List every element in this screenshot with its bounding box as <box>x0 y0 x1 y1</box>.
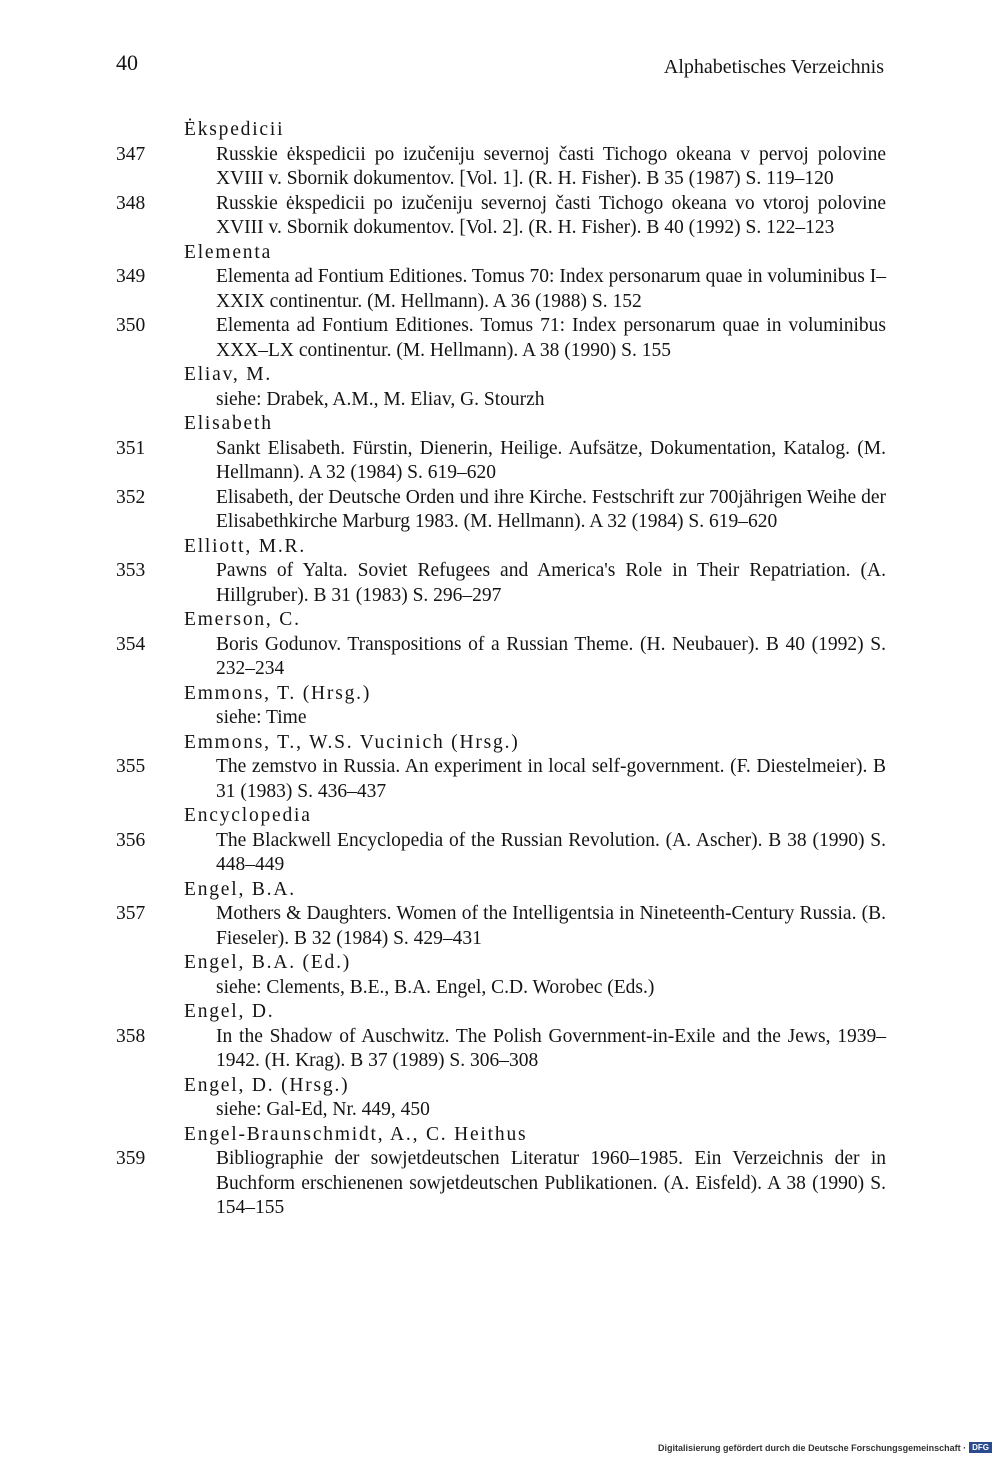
footer-text: Digitalisierung gefördert durch die Deutsche Forschungsgemeinschaft · <box>658 1442 967 1453</box>
index-entry <box>116 265 886 314</box>
index-entry <box>116 486 886 535</box>
entry-number: 353 <box>116 560 146 581</box>
cross-reference: siehe: Time <box>216 707 307 728</box>
entry-number: 357 <box>116 903 146 924</box>
digitization-footer <box>658 1442 992 1453</box>
entry-citation: Russkie ėkspedicii po izučeniju severnoj časti Tichogo okeana v pervoj polovine XVIII v. Sbornik dokumentov. [Vol. 1]. (R. H. Fisher). B 35 (1987) S. 119–120 <box>216 143 886 189</box>
index-entry <box>116 755 886 804</box>
page-number: 40 <box>116 50 138 75</box>
index-entry <box>116 1025 886 1074</box>
index-entry <box>116 1147 886 1221</box>
entry-citation: Bibliographie der sowjetdeutschen Literatur 1960–1985. Ein Verzeichnis der in Buchform erschienenen sowjetdeutschen Publikationen. (A. Eisfeld). A 38 (1990) S. 154–155 <box>216 1148 886 1218</box>
index-heading: Ėkspedicii <box>184 119 285 140</box>
index-heading: Elliott, M.R. <box>184 535 306 557</box>
index-heading: Engel-Braunschmidt, A., C. Heithus <box>184 1123 528 1145</box>
index-heading: Emmons, T., W.S. Vucinich (Hrsg.) <box>184 731 520 753</box>
entry-citation: In the Shadow of Auschwitz. The Polish Government-in-Exile and the Jews, 1939–1942. (H. Krag). B 37 (1989) S. 306–308 <box>216 1025 886 1071</box>
index-heading: Eliav, M. <box>184 364 273 385</box>
entry-citation: Elementa ad Fontium Editiones. Tomus 70: Index personarum quae in voluminibus I–XXIX continentur. (M. Hellmann). A 36 (1988) S. 152 <box>216 266 886 312</box>
entry-citation: Mothers & Daughters. Women of the Intelligentsia in Nineteenth-Century Russia. (B. Fieseler). B 32 (1984) S. 429–431 <box>216 903 886 949</box>
entry-citation: Sankt Elisabeth. Fürstin, Dienerin, Heilige. Aufsätze, Dokumentation, Katalog. (M. Hellmann). A 32 (1984) S. 619–620 <box>216 437 886 483</box>
entry-number: 350 <box>116 315 146 336</box>
index-heading: Engel, D. (Hrsg.) <box>184 1074 350 1096</box>
index-entry <box>116 437 886 486</box>
dfg-logo: DFG <box>969 1442 992 1453</box>
running-head: Alphabetisches Verzeichnis <box>663 56 884 78</box>
entry-citation: The zemstvo in Russia. An experiment in local self-government. (F. Diestelmeier). B 31 (1983) S. 436–437 <box>216 756 886 802</box>
entry-citation: Russkie ėkspedicii po izučeniju severnoj časti Tichogo okeana vo vtoroj polovine XVIII v. Sbornik dokumentov. [Vol. 2]. (R. H. Fisher). B 40 (1992) S. 122–123 <box>216 192 886 238</box>
index-entry <box>116 559 886 608</box>
entry-number: 347 <box>116 143 146 165</box>
index-entry <box>116 902 886 951</box>
index-heading: Elisabeth <box>184 413 273 434</box>
cross-reference: siehe: Gal-Ed, Nr. 449, 450 <box>216 1099 430 1120</box>
entry-citation: Pawns of Yalta. Soviet Refugees and America's Role in Their Repatriation. (A. Hillgruber). B 31 (1983) S. 296–297 <box>216 560 886 606</box>
entry-citation: Elisabeth, der Deutsche Orden und ihre Kirche. Festschrift zur 700jährigen Weihe der Elisabethkirche Marburg 1983. (M. Hellmann). A 32 (1984) S. 619–620 <box>216 486 886 532</box>
index-entry <box>116 633 886 682</box>
index-heading: Engel, B.A. <box>184 878 296 900</box>
entry-number: 355 <box>116 756 146 777</box>
entry-number: 359 <box>116 1148 146 1169</box>
entry-citation: The Blackwell Encyclopedia of the Russian Revolution. (A. Ascher). B 38 (1990) S. 448–449 <box>216 829 886 875</box>
entry-number: 356 <box>116 829 146 851</box>
index-heading: Emmons, T. (Hrsg.) <box>184 682 372 704</box>
entry-number: 352 <box>116 486 146 508</box>
entry-number: 351 <box>116 437 146 459</box>
index-heading: Engel, B.A. (Ed.) <box>184 952 352 973</box>
index-entry <box>116 143 886 192</box>
index-heading: Engel, D. <box>184 1001 275 1022</box>
entry-number: 358 <box>116 1025 146 1047</box>
cross-reference: siehe: Clements, B.E., B.A. Engel, C.D. Worobec (Eds.) <box>216 976 655 998</box>
entry-number: 348 <box>116 192 146 214</box>
entry-number: 354 <box>116 633 146 655</box>
index-entry <box>116 314 886 363</box>
index-entries <box>116 118 886 1221</box>
index-entry <box>116 192 886 241</box>
index-heading: Encyclopedia <box>184 805 312 826</box>
index-heading: Elementa <box>184 241 273 263</box>
entry-citation: Boris Godunov. Transpositions of a Russian Theme. (H. Neubauer). B 40 (1992) S. 232–234 <box>216 633 886 679</box>
index-entry <box>116 829 886 878</box>
entry-number: 349 <box>116 266 146 287</box>
index-heading: Emerson, C. <box>184 609 301 630</box>
cross-reference: siehe: Drabek, A.M., M. Eliav, G. Stourzh <box>216 388 545 410</box>
entry-citation: Elementa ad Fontium Editiones. Tomus 71: Index personarum quae in voluminibus XXX–LX continentur. (M. Hellmann). A 38 (1990) S. 155 <box>216 315 886 361</box>
